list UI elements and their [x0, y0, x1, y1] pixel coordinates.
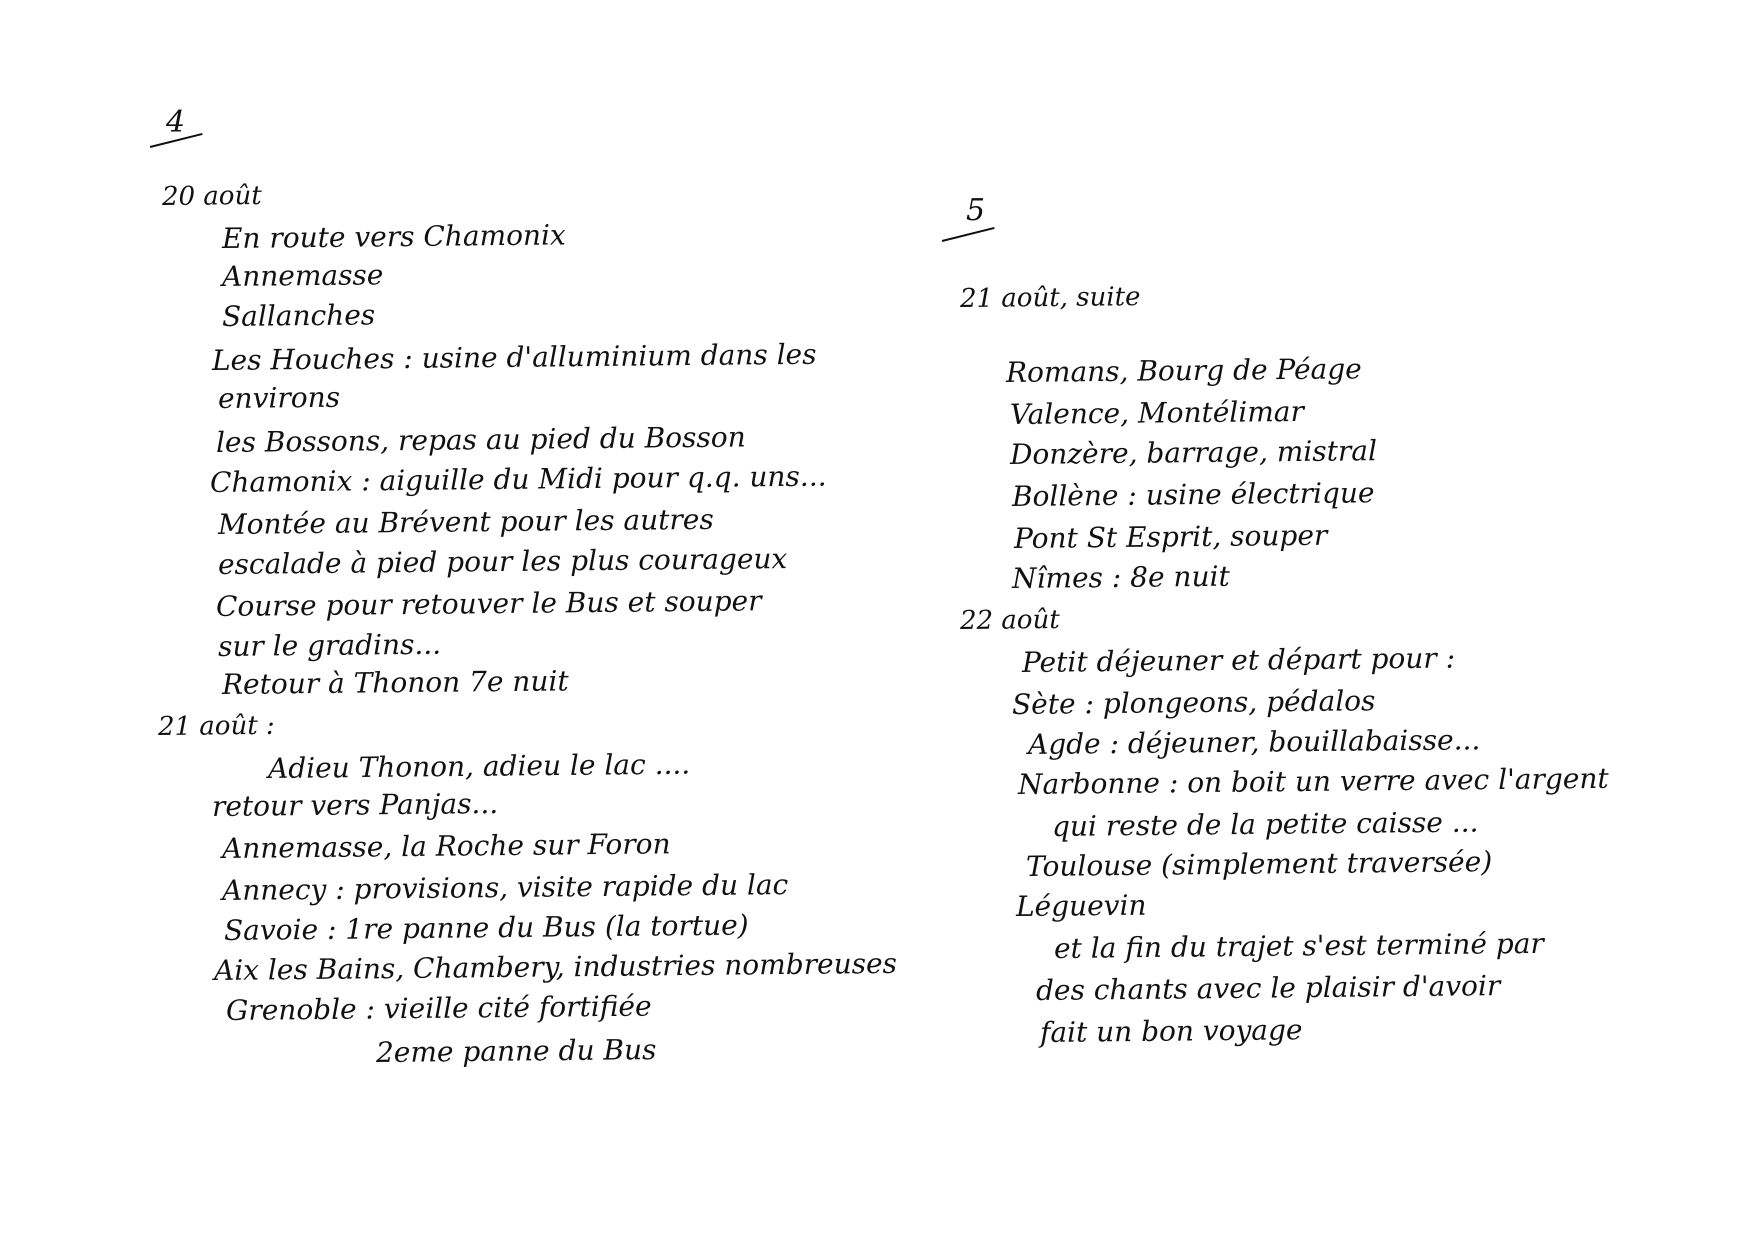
diary-line: Savoie : 1re panne du Bus (la tortue): [223, 908, 749, 947]
diary-line: Valence, Montélimar: [1009, 394, 1305, 431]
page-number-underline: [942, 227, 995, 242]
diary-line: sur le gradins...: [217, 627, 442, 663]
diary-line: fait un bon voyage: [1039, 1013, 1303, 1049]
diary-line: 2eme panne du Bus: [375, 1033, 657, 1069]
diary-line: Annemasse: [221, 258, 384, 293]
date-heading: 20 août: [161, 180, 262, 212]
diary-line: des chants avec le plaisir d'avoir: [1035, 969, 1501, 1007]
diary-line: et la fin du trajet s'est terminé par: [1053, 926, 1545, 965]
diary-line: Aix les Bains, Chambery, industries nombreuses: [213, 946, 898, 987]
date-heading: 21 août, suite: [959, 282, 1141, 314]
diary-line: retour vers Panjas...: [211, 787, 499, 823]
diary-line: Grenoble : vieille cité fortifiée: [225, 989, 652, 1027]
diary-line: Nîmes : 8e nuit: [1011, 559, 1230, 595]
date-heading: 21 août :: [157, 710, 275, 742]
diary-line: escalade à pied pour les plus courageux: [217, 542, 788, 581]
diary-line: Narbonne : on boit un verre avec l'argent: [1017, 761, 1609, 801]
diary-line: Adieu Thonon, adieu le lac ....: [267, 747, 691, 785]
page-number: 4: [166, 105, 186, 140]
diary-line: Donzère, barrage, mistral: [1009, 434, 1378, 471]
diary-line: Retour à Thonon 7e nuit: [221, 664, 569, 701]
diary-line: En route vers Chamonix: [221, 218, 566, 255]
diary-line: Agde : déjeuner, bouillabaisse...: [1027, 723, 1481, 761]
diary-line: Bollène : usine électrique: [1011, 476, 1375, 513]
diary-line: Toulouse (simplement traversée): [1025, 845, 1493, 883]
diary-line: qui reste de la petite caisse ...: [1051, 805, 1479, 843]
diary-line: Les Houches : usine d'alluminium dans les: [211, 337, 817, 377]
diary-line: Léguevin: [1015, 888, 1147, 923]
diary-line: Petit déjeuner et départ pour :: [1021, 641, 1456, 679]
diary-line: Montée au Brévent pour les autres: [217, 502, 714, 541]
diary-line: environs: [217, 380, 341, 415]
diary-line: Pont St Esprit, souper: [1013, 518, 1328, 555]
diary-line: Annecy : provisions, visite rapide du lac: [221, 868, 789, 907]
diary-line: Romans, Bourg de Péage: [1005, 352, 1362, 389]
diary-line: Sallanches: [221, 298, 376, 333]
diary-line: les Bossons, repas au pied du Bosson: [215, 420, 746, 459]
diary-line: Chamonix : aiguille du Midi pour q.q. uns...: [209, 459, 827, 499]
diary-line: Sète : plongeons, pédalos: [1011, 684, 1376, 721]
date-heading: 22 août: [959, 604, 1060, 636]
page-number: 5: [966, 193, 986, 228]
diary-line: Course pour retouver le Bus et souper: [215, 584, 762, 623]
diary-line: Annemasse, la Roche sur Foron: [221, 827, 671, 865]
